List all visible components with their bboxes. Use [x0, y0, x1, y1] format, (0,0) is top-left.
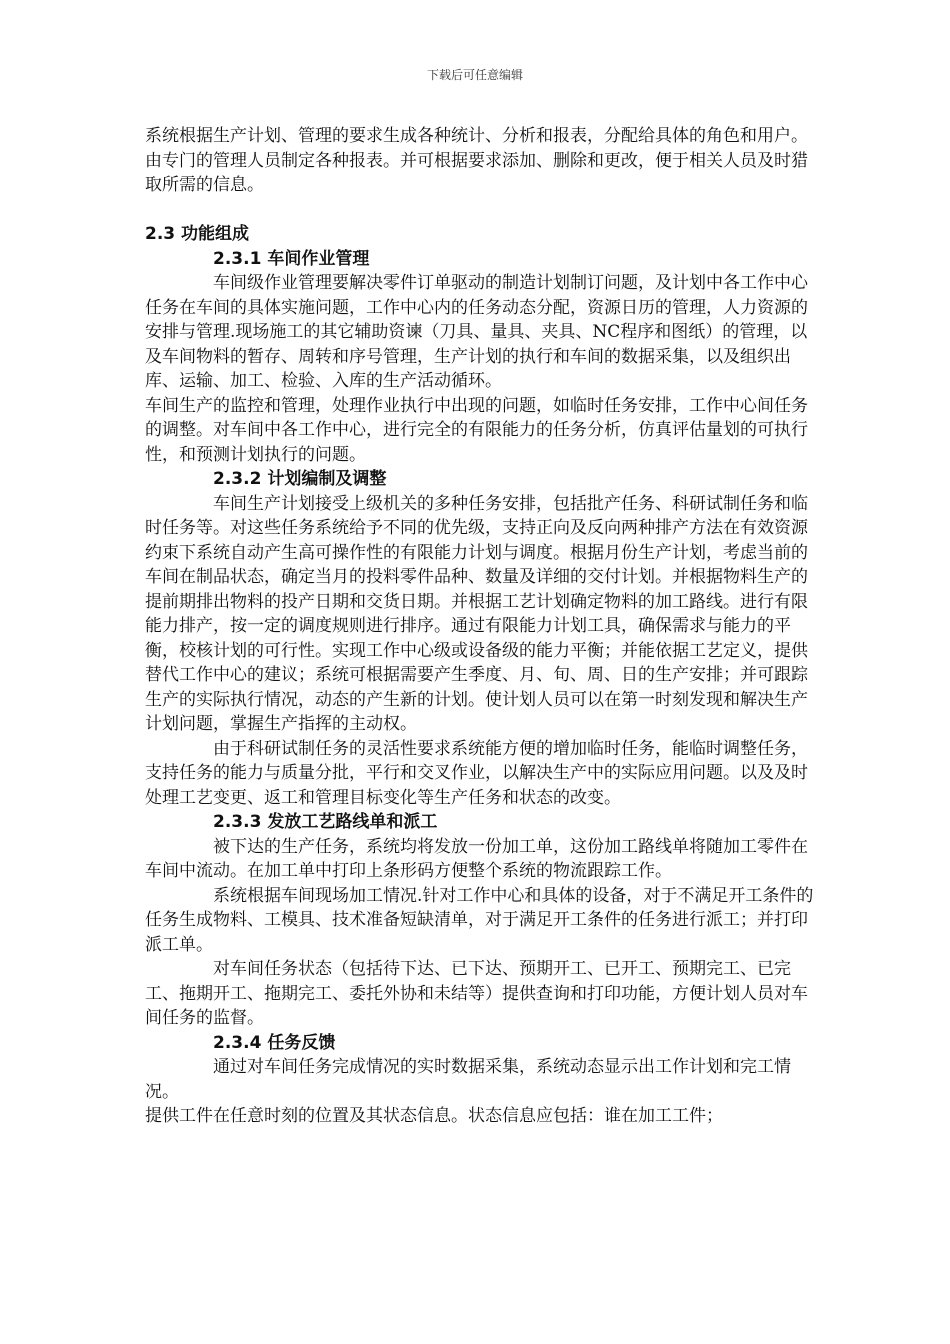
paragraph: 通过对车间任务完成情况的实时数据采集，系统动态显示出工作计划和完工情况。	[145, 1057, 791, 1102]
subsection-heading-2-3-2: 2.3.2 计划编制及调整	[213, 469, 387, 489]
paragraph: 提供工件在任意时刻的位置及其状态信息。状态信息应包括：谁在加工工件；	[145, 1106, 723, 1126]
subsection-heading-2-3-4: 2.3.4 任务反馈	[213, 1032, 336, 1053]
subsection-heading-2-3-1: 2.3.1 车间作业管理	[213, 248, 370, 269]
section-heading: 2.3 功能组成	[145, 224, 250, 244]
spacer	[145, 198, 817, 223]
paragraph: 车间级作业管理要解决零件订单驱动的制造计划制订问题，及计划中各工作中心任务在车间的具体实施问题，工作中心内的任务动态分配，资源日历的管理，人力资源的安排与管理.现场施工的其它辅助资谏（刀具、量具、夹具、NC程序和图纸）的管理，以及车间物料的暂存、周转和序号管理，生产计划的执行和车间的数据采集，以及组织出库、运输、加工、检验、入库的生产活动循环。	[145, 273, 808, 391]
paragraph: 系统根据车间现场加工情况.针对工作中心和具体的设备，对于不满足开工条件的任务生成物料、工模具、技术准备短缺清单，对于满足开工条件的任务进行派工；并打印派工单。	[145, 885, 814, 955]
paragraph: 由于科研试制任务的灵活性要求系统能方便的增加临时任务，能临时调整任务，支持任务的能力与质量分批，平行和交叉作业，以解决生产中的实际应用问题。以及及时处理工艺变更、返工和管理目标变化等生产任务和状态的改变。	[145, 738, 808, 808]
paragraph: 车间生产计划接受上级机关的多种任务安排，包括批产任务、科研试制任务和临时任务等。对这些任务系统给予不同的优先级，支持正向及反向两种排产方法在有效资源约束下系统自动产生高可操作性的有限能力计划与调度。根据月份生产计划，考虑当前的车间在制品状态，确定当月的投料零件品种、数量及详细的交付计划。并根据物料生产的提前期排出物料的投产日期和交货日期。并根据工艺计划确定物料的加工路线。进行有限能力排产，按一定的调度规则进行排序。通过有限能力计划工具，确保需求与能力的平衡，校核计划的可行性。实现工作中心级或设备级的能力平衡；并能依据工艺定义，提供替代工作中心的建议；系统可根据需要产生季度、月、旬、周、日的生产安排；并可跟踪生产的实际执行情况，动态的产生新的计划。使计划人员可以在第一时刻发现和解决生产计划问题，掌握生产指挥的主动权。	[145, 493, 808, 734]
document-body	[145, 124, 817, 1129]
subsection-heading-2-3-3: 2.3.3 发放工艺路线单和派工	[213, 812, 438, 832]
intro-paragraph: 系统根据生产计划、管理的要求生成各种统计、分析和报表，分配给具体的角色和用户。由专门的管理人员制定各种报表。并可根据要求添加、删除和更改，便于相关人员及时猎取所需的信息。	[145, 126, 808, 195]
paragraph: 车间生产的监控和管理，处理作业执行中出现的问题，如临时任务安排，工作中心间任务的调整。对车间中各工作中心，进行完全的有限能力的任务分析，仿真评估量划的可执行性，和预测计划执行的问题。	[145, 395, 808, 465]
paragraph: 对车间任务状态（包括待下达、已下达、预期开工、已开工、预期完工、已完工、拖期开工、拖期完工、委托外协和未结等）提供查询和打印功能，方便计划人员对车间任务的监督。	[145, 959, 808, 1028]
paragraph: 被下达的生产任务，系统均将发放一份加工单，这份加工路线单将随加工零件在车间中流动。在加工单中打印上条形码方便整个系统的物流跟踪工作。	[145, 836, 808, 881]
page-header-note: 下载后可任意编辑	[426, 68, 523, 82]
